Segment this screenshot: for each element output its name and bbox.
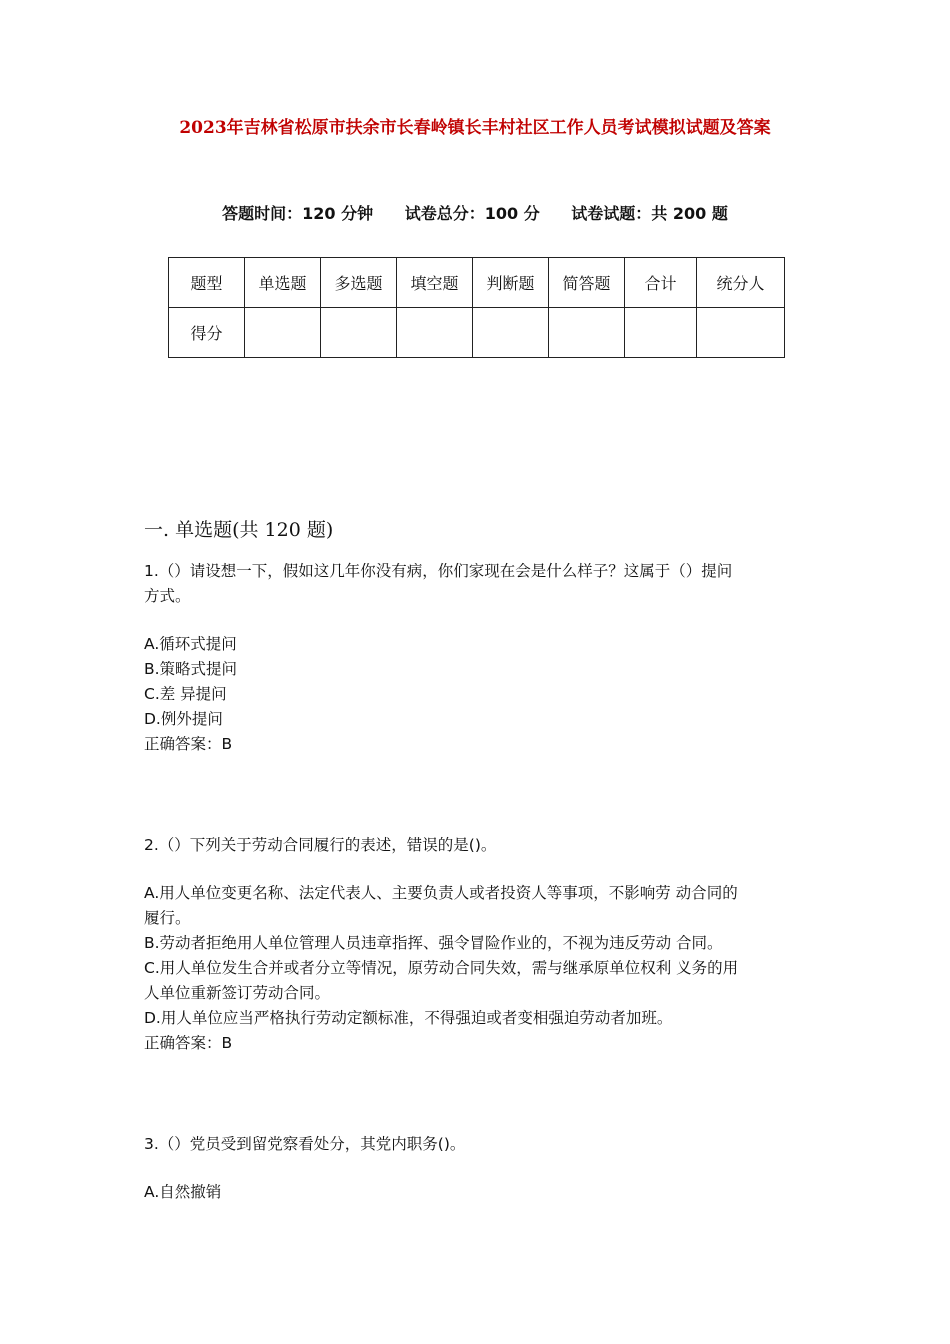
correct-answer: 正确答案：B (144, 735, 233, 753)
header-cell: 填空题 (397, 258, 473, 308)
score-cell (549, 308, 625, 358)
exam-time: 答题时间：120 分钟 (222, 204, 374, 223)
question-text-continued: 方式。 (144, 587, 191, 605)
score-cell (625, 308, 697, 358)
score-cell (397, 308, 473, 358)
option-a: A.循环式提问 (144, 635, 237, 653)
question-2 (144, 833, 814, 1056)
header-cell: 统分人 (697, 258, 785, 308)
header-cell: 简答题 (549, 258, 625, 308)
exam-meta (0, 201, 950, 224)
score-cell (321, 308, 397, 358)
score-table (168, 257, 785, 358)
score-table-header-row (169, 258, 785, 308)
header-cell: 合计 (625, 258, 697, 308)
question-3 (144, 1132, 814, 1205)
question-text: 2.（）下列关于劳动合同履行的表述，错误的是()。 (144, 836, 497, 854)
option-a: A.用人单位变更名称、法定代表人、主要负责人或者投资人等事项，不影响劳 动合同的 (144, 884, 738, 902)
question-1 (144, 559, 814, 757)
option-c: C.差 异提问 (144, 685, 227, 703)
score-cell (245, 308, 321, 358)
document-title: 2023年吉林省松原市扶余市长春岭镇长丰村社区工作人员考试模拟试题及答案 (179, 118, 771, 138)
correct-answer: 正确答案：B (144, 1034, 233, 1052)
option-a: A.自然撤销 (144, 1183, 222, 1201)
header-cell: 多选题 (321, 258, 397, 308)
row-label-cell: 得分 (169, 308, 245, 358)
option-a-continued: 履行。 (144, 909, 191, 927)
section-title: 一. 单选题(共 120 题) (144, 519, 334, 541)
header-cell: 单选题 (245, 258, 321, 308)
header-cell: 题型 (169, 258, 245, 308)
score-table-score-row (169, 308, 785, 358)
option-d: D.例外提问 (144, 710, 223, 728)
option-c: C.用人单位发生合并或者分立等情况，原劳动合同失效，需与继承原单位权利 义务的用 (144, 959, 739, 977)
option-c-continued: 人单位重新签订劳动合同。 (144, 984, 331, 1002)
score-cell (697, 308, 785, 358)
exam-question-count: 试卷试题：共 200 题 (571, 204, 728, 223)
option-d: D.用人单位应当严格执行劳动定额标准，不得强迫或者变相强迫劳动者加班。 (144, 1009, 673, 1027)
score-cell (473, 308, 549, 358)
option-b: B.劳动者拒绝用人单位管理人员违章指挥、强令冒险作业的，不视为违反劳动 合同。 (144, 934, 723, 952)
question-text: 3.（）党员受到留党察看处分，其党内职务()。 (144, 1135, 466, 1153)
question-text: 1.（）请设想一下，假如这几年你没有病，你们家现在会是什么样子？这属于（）提问 (144, 562, 733, 580)
option-b: B.策略式提问 (144, 660, 238, 678)
exam-total-score: 试卷总分：100 分 (404, 204, 540, 223)
header-cell: 判断题 (473, 258, 549, 308)
